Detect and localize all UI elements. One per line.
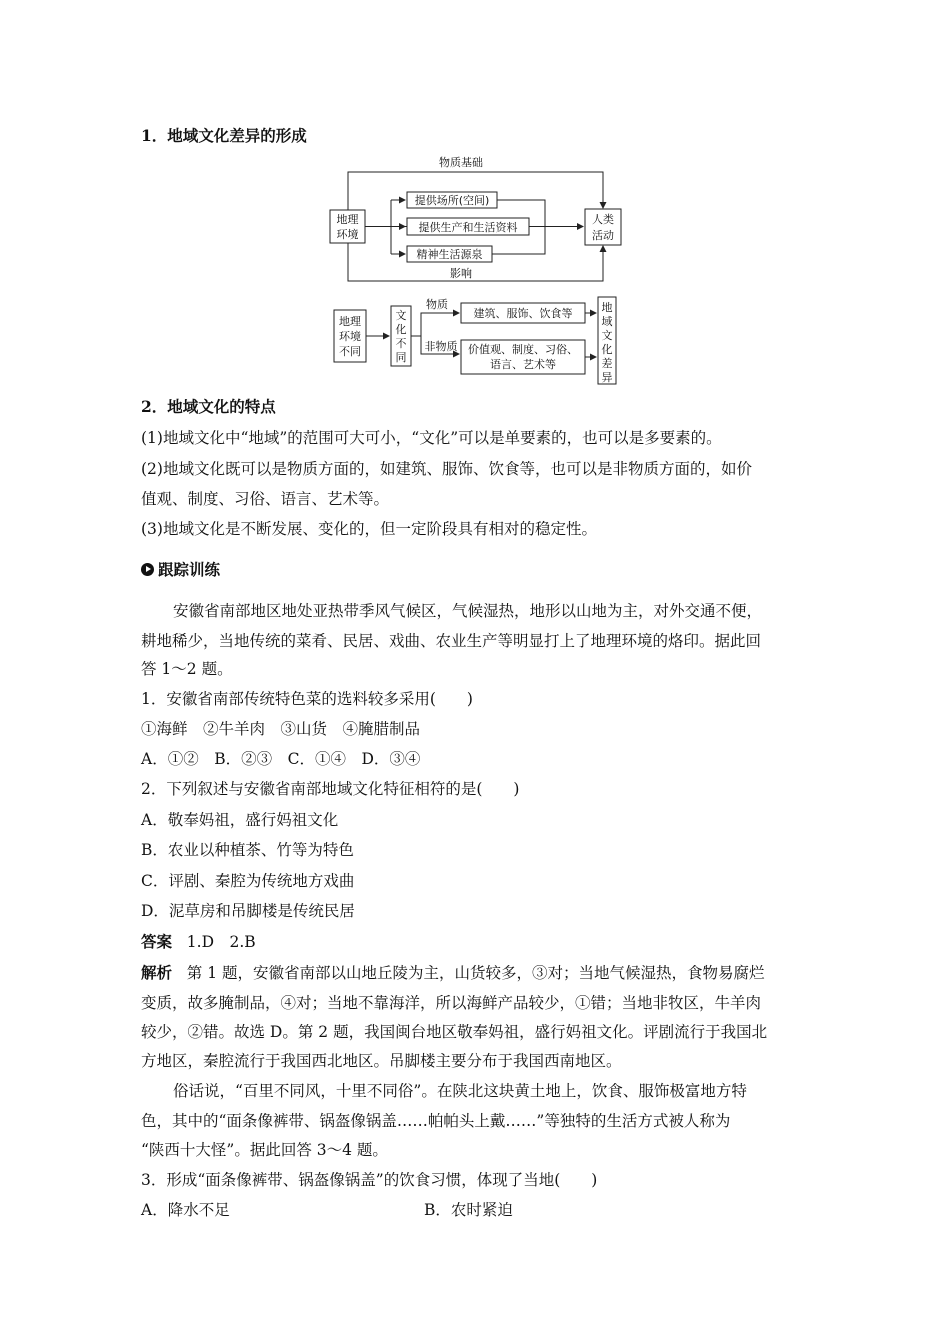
question-3-option-a: A．降水不足 [141, 1201, 230, 1219]
d1-mid-text-1: 提供场所(空间) [414, 194, 490, 207]
section2-line-2: (2)地域文化既可以是物质方面的，如建筑、服饰、饮食等，也可以是非物质方面的，如价 [141, 460, 752, 478]
d2-mid-text-1: 文 [395, 309, 407, 322]
d2-right-text-3: 文 [601, 329, 613, 342]
answer-line [141, 931, 256, 953]
passage2-line-3: “陕西十大怪”。据此回答 3～4 题。 [141, 1141, 388, 1159]
question-1-items: ①海鲜 ②牛羊肉 ③山货 ④腌腊制品 [141, 720, 421, 738]
d1-right-text-2: 活动 [592, 229, 614, 242]
question-1: 1．安徽省南部传统特色菜的选料较多采用( ) [141, 690, 473, 708]
play-circle-icon [141, 563, 154, 576]
question-3-options [141, 1199, 811, 1221]
d2-mid-text-2: 化 [395, 323, 407, 336]
question-2-option-d: D．泥草房和吊脚楼是传统民居 [141, 902, 355, 920]
question-2-option-b: B．农业以种植茶、竹等为特色 [141, 841, 354, 859]
d1-mid-text-3: 精神生活源泉 [416, 248, 483, 261]
d2-right-text-5: 差 [601, 357, 613, 370]
question-1-options: A．①② B．②③ C．①④ D．③④ [141, 750, 421, 768]
d2-branch-bottom-label: 非物质 [424, 340, 458, 353]
section2-line-4: (3)地域文化是不断发展、变化的，但一定阶段具有相对的稳定性。 [141, 520, 597, 538]
d2-bottom-text-1: 价值观、制度、习俗、 [468, 343, 578, 356]
question-2-option-c: C．评剧、秦腔为传统地方戏曲 [141, 872, 355, 890]
analysis-line-4: 方地区，秦腔流行于我国西北地区。吊脚楼主要分布于我国西南地区。 [141, 1052, 622, 1070]
passage2-line-2: 色，其中的“面条像裤带、锅盔像锅盖……帕帕头上戴……”等独特的生活方式被人称为 [141, 1112, 731, 1130]
d2-top-text: 建筑、服饰、饮食等 [473, 307, 573, 320]
d1-mid-text-2: 提供生产和生活资料 [418, 221, 518, 234]
question-3: 3．形成“面条像裤带、锅盔像锅盖”的饮食习惯，体现了当地( ) [141, 1171, 598, 1189]
d2-mid-text-4: 同 [395, 351, 407, 364]
diagram-svg [141, 150, 811, 390]
section2-line-3: 值观、制度、习俗、语言、艺术等。 [141, 490, 390, 508]
practice-heading-text: 跟踪训练 [158, 560, 221, 579]
d2-right-text-2: 域 [601, 315, 613, 328]
passage2-line-1: 俗话说，“百里不同风，十里不同俗”。在陕北这块黄土地上，饮食、服饰极富地方特 [173, 1082, 747, 1100]
d1-left-text-1: 地理 [336, 213, 359, 226]
question-2: 2．下列叙述与安徽省南部地域文化特征相符的是( ) [141, 780, 520, 798]
d2-mid-text-3: 不 [395, 337, 407, 350]
practice-heading [141, 559, 220, 581]
d1-left-text-2: 环境 [336, 228, 359, 241]
answer-text: 1.D 2.B [186, 933, 256, 951]
d2-bottom-text-2: 语言、艺术等 [490, 358, 556, 371]
question-2-option-a: A．敬奉妈祖，盛行妈祖文化 [141, 811, 339, 829]
section1-heading: 1．地域文化差异的形成 [141, 126, 307, 145]
section2-heading: 2．地域文化的特点 [141, 397, 276, 416]
d1-right-text-1: 人类 [592, 213, 614, 226]
passage1-line-2: 耕地稀少，当地传统的菜肴、民居、戏曲、农业生产等明显打上了地理环境的烙印。据此回 [141, 632, 762, 650]
section2-line-1: (1)地域文化中“地域”的范围可大可小，“文化”可以是单要素的，也可以是多要素的。 [141, 429, 722, 447]
d1-top-label: 物质基础 [439, 156, 483, 169]
analysis-line-1 [141, 962, 765, 984]
analysis-text-1: 第 1 题，安徽省南部以山地丘陵为主，山货较多，③对；当地气候湿热，食物易腐烂 [186, 964, 765, 982]
d2-branch-top-label: 物质 [426, 298, 448, 311]
analysis-label: 解析 [141, 963, 173, 982]
passage1-line-3: 答 1～2 题。 [141, 660, 233, 678]
d2-right-text-4: 化 [601, 343, 613, 356]
d2-branch-top [411, 313, 459, 336]
answer-label: 答案 [141, 932, 173, 951]
d1-bottom-label: 影响 [450, 267, 472, 280]
d2-left-text-2: 环境 [339, 330, 361, 343]
passage1-line-1: 安徽省南部地区地处亚热带季风气候区，气候湿热，地形以山地为主，对外交通不便， [173, 602, 763, 620]
analysis-line-2: 变质，故多腌制品，④对；当地不靠海洋，所以海鲜产品较少，①错；当地非牧区，牛羊肉 [141, 994, 762, 1012]
culture-diagrams [141, 150, 811, 390]
question-3-option-b: B．农时紧迫 [424, 1201, 513, 1219]
analysis-line-3: 较少，②错。故选 D。第 2 题，我国闽台地区敬奉妈祖，盛行妈祖文化。评剧流行于我国北 [141, 1023, 768, 1041]
d2-right-text-6: 异 [601, 371, 613, 384]
d2-left-text-1: 地理 [339, 315, 361, 328]
d2-right-text-1: 地 [601, 301, 613, 314]
d2-left-text-3: 不同 [339, 345, 361, 358]
